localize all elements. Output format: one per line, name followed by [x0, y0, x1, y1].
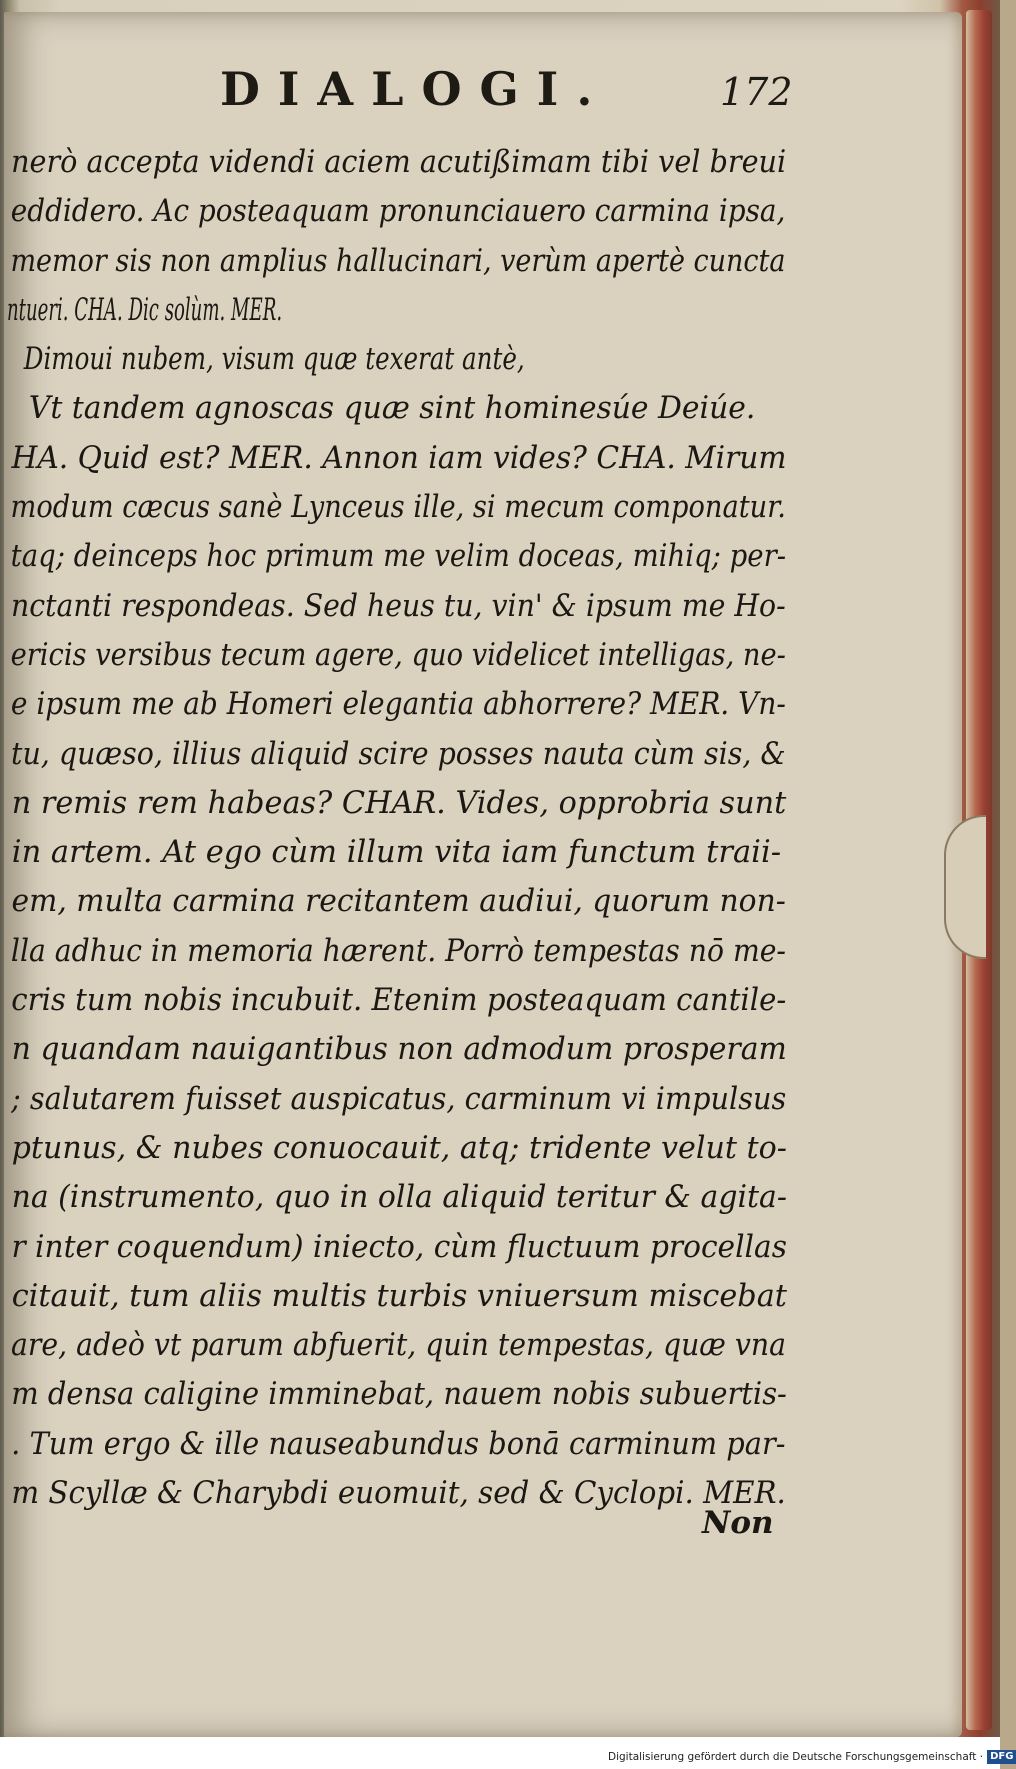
page-number: 172 [720, 70, 793, 114]
text-line: Dimoui nubem, visum quæ texerat antè, [23, 341, 525, 378]
text-line: cris tum nobis incubuit. Etenim posteaquam cantile- [11, 982, 787, 1019]
text-line: nerò accepta videndi aciem acutißimam tibi vel breui [11, 144, 787, 180]
text-line: . Tum ergo & ille nauseabundus bonā carminum par- [11, 1425, 786, 1462]
footer [608, 1748, 1016, 1766]
text-line: na (instrumento, quo in olla aliquid teritur & agita- [11, 1179, 787, 1216]
text-line: HA. Quid est? MER. Annon iam vides? CHA. Mirum [11, 439, 787, 476]
text-line: m Scyllæ & Charybdi euomuit, sed & Cyclopi. MER. [11, 1475, 786, 1512]
dfg-logo: DFG [987, 1750, 1016, 1764]
page-header [200, 62, 800, 122]
text-line: are, adeò vt parum abfuerit, quin tempestas, quæ vna [10, 1327, 787, 1364]
text-line: tu, quæso, illius aliquid scire posses nauta cùm sis, & [11, 735, 786, 772]
text-line: Vt tandem agnoscas quæ sint hominesúe Deiúe. [28, 390, 756, 427]
text-line: memor sis non amplius hallucinari, verùm apertè cuncta [10, 242, 786, 279]
text-line: nctanti respondeas. Sed heus tu, vin' & ipsum me Ho- [10, 587, 786, 624]
text-line: ptunus, & nubes conuocauit, atq; tridente velut to- [11, 1129, 787, 1166]
text-line: lla adhuc in memoria hærent. Porrò tempestas nō me- [10, 932, 786, 969]
text-line: n remis rem habeas? CHAR. Vides, opprobria sunt [11, 784, 787, 821]
page-tab [944, 815, 986, 959]
text-line: n quandam nauigantibus non admodum prosperam [11, 1031, 787, 1068]
text-line: ericis versibus tecum agere, quo videlicet intelligas, ne- [10, 636, 786, 673]
text-line: ntueri. CHA. Dic solùm. MER. [7, 291, 283, 328]
text-line: em, multa carmina recitantem audiui, quorum non- [11, 883, 786, 920]
text-line: r inter coquendum) iniecto, cùm fluctuum procellas [11, 1228, 787, 1265]
text-line: eddidero. Ac posteaquam pronunciauero carmina ipsa, [10, 193, 786, 230]
text-line: taq; deinceps hoc primum me velim doceas, mihiq; per- [10, 538, 787, 575]
running-head: DIALOGI. [220, 62, 611, 116]
body-text [0, 138, 800, 1518]
text-line: in artem. At ego cùm illum vita iam functum traii- [11, 834, 782, 871]
text-line: modum cæcus sanè Lynceus ille, si mecum componatur. [10, 489, 786, 526]
footer-text: Digitalisierung gefördert durch die Deutsche Forschungsgemeinschaft · [608, 1751, 984, 1763]
text-line: ; salutarem fuisset auspicatus, carminum vi impulsus [11, 1080, 787, 1117]
text-line: e ipsum me ab Homeri elegantia abhorrere? MER. Vn- [10, 686, 786, 723]
text-line: citauit, tum aliis multis turbis vniuersum miscebat [11, 1277, 787, 1314]
catchword: Non [702, 1505, 774, 1541]
text-line: m densa caligine imminebat, nauem nobis subuertis- [11, 1376, 787, 1413]
